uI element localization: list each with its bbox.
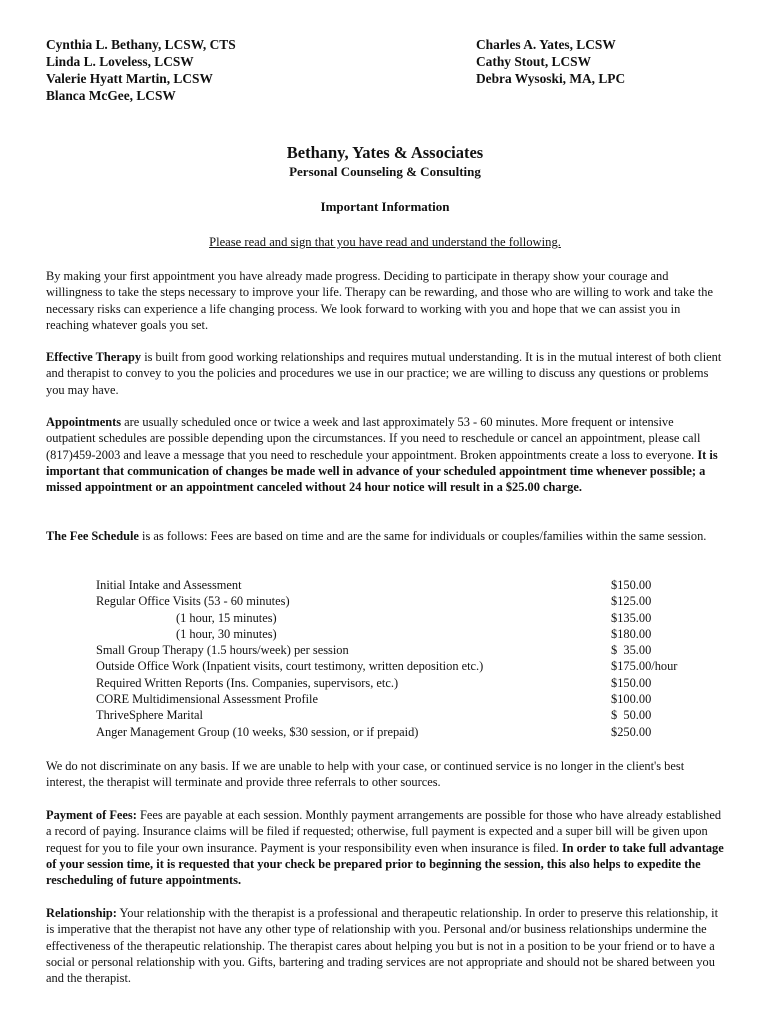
fee-label: Small Group Therapy (1.5 hours/week) per session: [96, 643, 349, 658]
relationship-heading: Relationship:: [46, 906, 117, 920]
fee-amount: $ 35.00: [611, 643, 652, 658]
firm-name: Bethany, Yates & Associates: [286, 143, 484, 162]
staff-name: Valerie Hyatt Martin, LCSW: [46, 71, 213, 86]
fee-schedule-text: is as follows: Fees are based on time and are the same for individuals or couples/families within the same session.: [138, 529, 707, 543]
payment-heading: Payment of Fees:: [46, 808, 137, 822]
fee-label: CORE Multidimensional Assessment Profile: [96, 692, 318, 707]
fee-row: [96, 593, 696, 609]
instruction-line: Please read and sign that you have read and understand the following.: [209, 235, 561, 249]
fee-label: Anger Management Group (10 weeks, $30 session, or if prepaid): [96, 724, 419, 739]
fee-row: [96, 642, 696, 658]
fee-amount: $100.00: [611, 692, 652, 707]
fee-row: [96, 658, 696, 674]
nondiscrimination-paragraph: We do not discriminate on any basis. If we are unable to help with your case, or continued service is no longer in the client's best interest, the therapist will terminate and provide three referrals to other sources.: [46, 759, 685, 790]
fee-row: [96, 577, 696, 593]
fee-label: (1 hour, 15 minutes): [176, 610, 277, 625]
fee-amount: $250.00: [611, 724, 652, 739]
fee-amount: $135.00: [611, 610, 652, 625]
firm-tagline: Personal Counseling & Consulting: [289, 164, 481, 179]
fee-table: [96, 577, 696, 740]
fee-label: Required Written Reports (Ins. Companies, supervisors, etc.): [96, 675, 399, 690]
staff-name: Cathy Stout, LCSW: [476, 54, 591, 69]
staff-name: Charles A. Yates, LCSW: [476, 37, 616, 52]
fee-schedule-paragraph: [46, 528, 726, 544]
fee-row: [96, 691, 696, 707]
fee-row: [96, 707, 696, 723]
staff-name: Blanca McGee, LCSW: [46, 88, 176, 103]
fee-amount: $180.00: [611, 626, 652, 641]
fee-label: ThriveSphere Marital: [96, 708, 204, 723]
fee-amount: $150.00: [611, 675, 652, 690]
relationship-paragraph: [46, 905, 726, 986]
fee-amount: $ 50.00: [611, 708, 652, 723]
appointments-text: are usually scheduled once or twice a week and last approximately 53 - 60 minutes. More frequent or intensive outpatient schedules are possible depending upon the circumstances. If you need to reschedule or cancel an appointment, please call (817)459-2003 and leave a message that you need to reschedule your appointment. Broken appointments create a loss to everyone.: [46, 415, 701, 462]
fee-amount: $150.00: [611, 578, 652, 592]
fee-label: (1 hour, 30 minutes): [176, 626, 277, 641]
fee-row: [96, 626, 696, 642]
fee-row: [96, 675, 696, 691]
staff-name: Linda L. Loveless, LCSW: [46, 54, 194, 69]
staff-name: Debra Wysoski, MA, LPC: [476, 71, 626, 86]
fee-schedule-heading: The Fee Schedule: [46, 529, 139, 543]
fee-label: Initial Intake and Assessment: [96, 578, 242, 592]
fee-label: Regular Office Visits (53 - 60 minutes): [96, 594, 290, 609]
notice-title: Important Information: [320, 199, 450, 214]
payment-text: Fees are payable at each session. Monthly payment arrangements are possible for those who have already established a record of paying. Insurance claims will be filed if requested; otherwise, full payment is expected and a super bill will be given upon request for you to file your own insurance. Payment is your responsibility even when insurance is filed.: [46, 808, 722, 855]
payment-bold-text: In order to take full advantage of your session time, it is requested that your check be prepared prior to beginning the session, this also helps to expedite the rescheduling of future appointments.: [46, 840, 724, 888]
intro-paragraph: By making your first appointment you have already made progress. Deciding to participate in therapy show your courage and willingness to take the steps necessary to improve your life. Therapy can be rewarding, and those who are willing to work and take the necessary risks can experience a life changing process. We look forward to working with you and hope that we can assist you in reaching whatever goals you set.: [46, 269, 713, 332]
fee-label: Outside Office Work (Inpatient visits, court testimony, written deposition etc.): [96, 659, 484, 674]
staff-list-left: [46, 36, 236, 104]
fee-row: [96, 610, 696, 626]
payment-paragraph: [46, 807, 726, 888]
effective-therapy-text: is built from good working relationships and requires mutual understanding. It is in the mutual interest of both client and therapist to convey to you the policies and procedures we use in our practice; we are willing to discuss any questions or problems you may have.: [46, 350, 722, 397]
relationship-text: Your relationship with the therapist is a professional and therapeutic relationship. In order to preserve this relationship, it is imperative that the therapist not have any other type of relationship with you. Personal and/or business relationships undermine the effectiveness of the therapeutic relationship. The therapist cares about helping you but is not in a position to be your friend or to have a social or personal relationship with you. Gifts, bartering and trading services are not appropriate and should not be shared between you and the therapist.: [46, 906, 719, 986]
appointments-bold-text: It is important that communication of changes be made well in advance of your scheduled appointment time whenever possible; a missed appointment or an appointment canceled without 24 hour notice will result in a $25.00 charge.: [46, 447, 718, 495]
appointments-paragraph: [46, 414, 726, 495]
fee-amount: $175.00/hour: [611, 659, 678, 674]
appointments-heading: Appointments: [46, 415, 122, 429]
staff-name: Cynthia L. Bethany, LCSW, CTS: [46, 37, 236, 52]
fee-amount: $125.00: [611, 594, 652, 609]
fee-row: [96, 724, 696, 740]
staff-list-right: [476, 36, 625, 87]
effective-therapy-heading: Effective Therapy: [46, 350, 142, 364]
effective-therapy-paragraph: [46, 349, 726, 398]
